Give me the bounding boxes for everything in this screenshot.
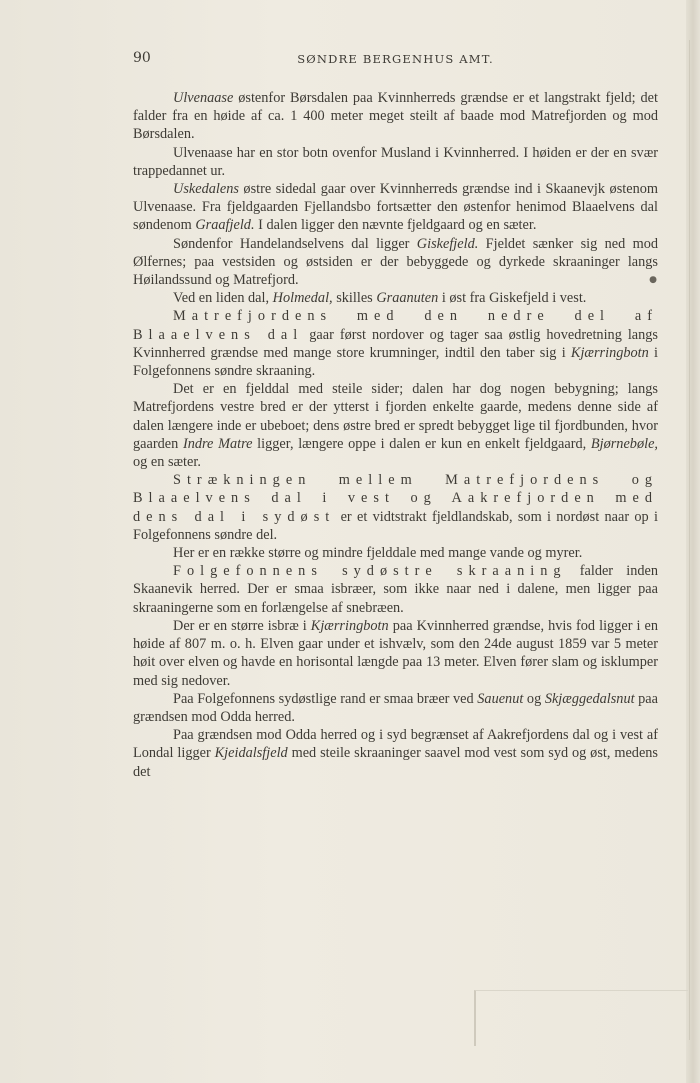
page-edge-line <box>689 40 690 1040</box>
text-run: er et vidtstrakt fjeldlandskab, som i nordøst naar op i Folgefonnens søndre del. <box>133 508 658 543</box>
spaced-section-heading: Strækningen mellem Matrefjordens og Blaaelvens dal i vest og Aakrefjorden med dens dal i sydøst <box>133 472 658 525</box>
italic-place-name: Ulvenaase <box>173 90 234 106</box>
text-run: falder inden Skaanevik herred. Der er smaa isbræer, som ikke naar ned i dalene, men ligger paa skraaningerne som en forlængelse af snebræen. <box>133 563 658 616</box>
text-run: og <box>523 690 545 707</box>
italic-place-name: Uskedalens <box>173 181 239 198</box>
italic-place-name: Sauenut <box>477 690 524 707</box>
paragraph <box>133 471 658 544</box>
text-run: gaar først nordover og tager saa østlig hovedretning langs Kvinnherred grændse med mange store krumninger, indtil den taber sig i <box>133 326 658 361</box>
italic-place-name: Kjærringbotn <box>310 617 389 634</box>
body-text <box>133 89 658 781</box>
text-run: paa grændsen mod Odda herred. <box>133 690 658 725</box>
library-stamp-frame <box>474 990 688 1046</box>
text-run: med steile skraaninger saavel mod vest som syd og øst, medens det <box>133 745 658 780</box>
italic-place-name: Graafjeld. <box>195 217 255 234</box>
paragraph <box>133 380 658 471</box>
text-run: Paa grændsen mod Odda herred og i syd begrænset af Aakrefjordens dal og i vest af Londal ligger <box>133 727 658 762</box>
italic-place-name: Kjærringbotn <box>570 344 649 361</box>
text-run: Paa Folgefonnens sydøstlige rand er smaa bræer ved <box>173 690 478 707</box>
text-run: I dalen ligger den nævnte fjeldgaard og en sæter. <box>254 217 537 234</box>
paragraph <box>133 726 658 781</box>
text-run: paa Kvinnherred grændse, hvis fod ligger i en høide af 807 m. o. h. Elven gaar under et ishvælv, som den 24de august 1859 var 5 meter høit over elven og havde en horisontal længde paa 13 meter. Elven fører slam og isklumper med sig nedover. <box>133 617 659 689</box>
spaced-section-heading: Folgefonnens sydøstre skraaning <box>173 563 567 580</box>
paragraph <box>133 617 658 690</box>
text-run: Søndenfor Handelandselvens dal ligger <box>173 235 417 252</box>
margin-mark: ● <box>649 275 657 285</box>
spaced-section-heading: Matrefjordens med den nedre del af Blaaelvens dal <box>133 308 658 343</box>
text-run: i øst fra Giskefjeld i vest. <box>438 290 587 307</box>
paragraph <box>133 235 658 290</box>
running-title: SØNDRE BERGENHUS AMT. <box>297 52 494 66</box>
text-run: Fjeldet sænker sig ned mod Ølfernes; paa vestsiden og østsiden er der bebyggede og dyrkede skraaninger langs Høilandssund og Matrefjord. <box>133 235 659 289</box>
paragraph <box>133 144 658 180</box>
paragraph <box>133 544 658 562</box>
italic-place-name: Indre Matre <box>182 435 253 452</box>
italic-place-name: Skjæggedalsnut <box>544 690 635 707</box>
paragraph <box>133 180 658 235</box>
page-number: 90 <box>133 50 151 66</box>
paragraph <box>133 690 658 726</box>
text-run: Der er en større isbræ i <box>173 617 311 634</box>
text-run: Det er en fjelddal med steile sider; dalen har dog nogen bebygning; langs Matrefjordens vestre bred er der ytterst i fjorden enkelte gaarde, medens denne side af dalen længere inde er ubeboet; dens østre bred er spredt bebygget lige til fjordbunden, hvor gaarden <box>133 381 658 452</box>
page-header <box>133 50 658 70</box>
paragraph <box>133 307 658 380</box>
text-run: skilles <box>332 290 377 307</box>
italic-place-name: Graanuten <box>376 290 439 307</box>
text-run: ligger, længere oppe i dalen er kun en enkelt fjeldgaard, <box>252 435 591 452</box>
text-run: Her er en række større og mindre fjelddale med mange vande og myrer. <box>173 545 583 562</box>
paragraph <box>133 89 658 144</box>
text-run: østre sidedal gaar over Kvinnherreds grændse ind i Skaanevjk østenom Ulvenaase. Fra fjeldgaarden Fjellandsbo fortsætter den østenfor henimod Blaaelvens dal søndenom <box>133 181 658 234</box>
italic-place-name: Giskefjeld. <box>416 235 479 252</box>
italic-place-name: Kjeidalsfjeld <box>214 745 288 762</box>
text-run: østenfor Børsdalen paa Kvinnherreds grændse er et langstrakt fjeld; det falder fra en høide af ca. 1 400 meter meget steilt af baade mod Matrefjorden og mod Børsdalen. <box>133 90 658 143</box>
text-run: og en sæter. <box>133 454 201 471</box>
text-run: Ulvenaase har en stor botn ovenfor Musland i Kvinnherred. I høiden er der en svær trappedannet ur. <box>133 144 658 179</box>
italic-place-name: Holmedal, <box>272 290 333 307</box>
text-run: i Folgefonnens søndre skraaning. <box>133 344 659 380</box>
paragraph <box>133 289 658 307</box>
text-run: Ved en liden dal, <box>173 290 273 307</box>
paragraph <box>133 562 658 617</box>
italic-place-name: Bjørnebøle, <box>590 435 658 452</box>
